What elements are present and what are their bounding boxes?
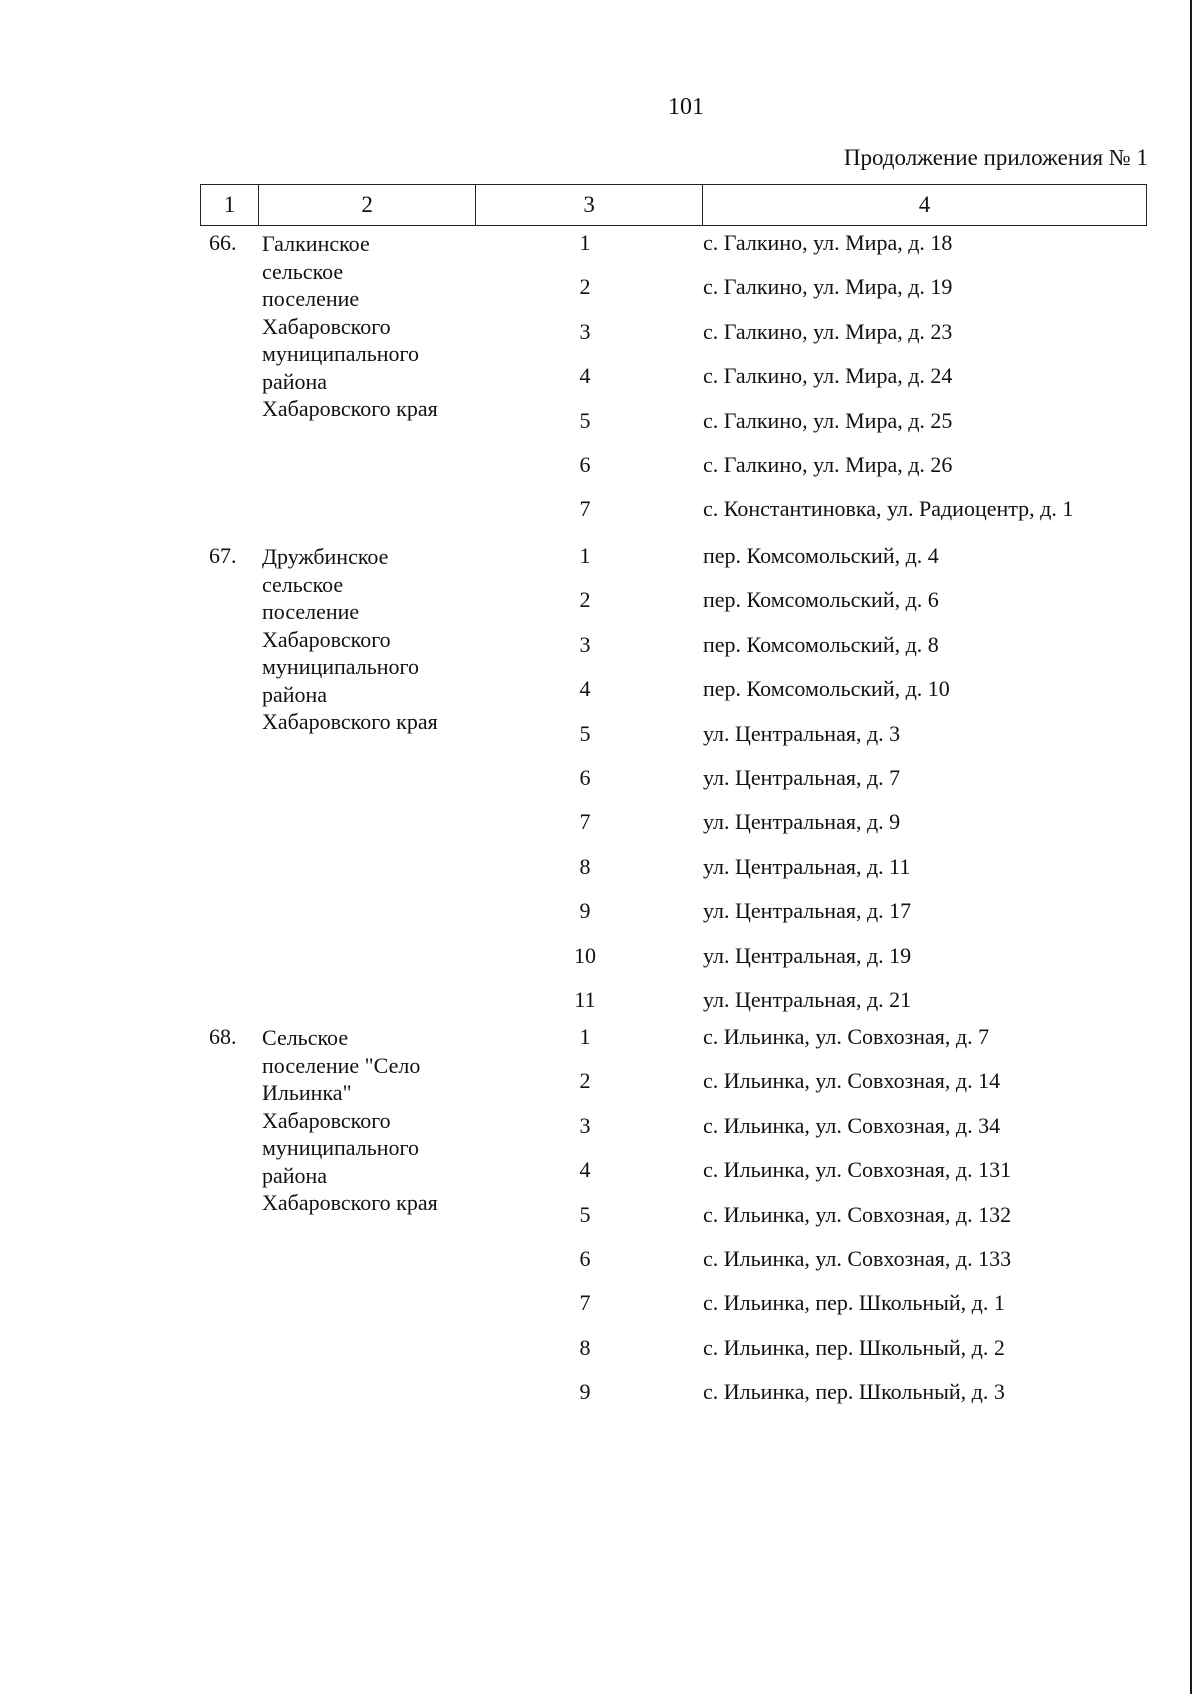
- table-row: [0, 452, 1200, 482]
- row-address: пер. Комсомольский, д. 4: [703, 543, 939, 568]
- row-number: 7: [579, 809, 591, 835]
- settlement-name-line: поселение: [262, 286, 360, 311]
- row-address: с. Ильинка, пер. Школьный, д. 1: [703, 1290, 1005, 1316]
- row-address: с. Ильинка, ул. Совхозная, д. 132: [703, 1201, 1012, 1227]
- row-address: с. Ильинка, ул. Совхозная, д. 7: [703, 1024, 990, 1049]
- row-number: 4: [579, 676, 591, 702]
- row-address: ул. Центральная, д. 11: [703, 853, 911, 879]
- group-number: 66.: [209, 230, 237, 255]
- settlement-name-line: поселение "Село: [262, 1052, 421, 1078]
- group-number: 67.: [209, 543, 237, 568]
- settlement-name-line: муниципального: [262, 654, 420, 679]
- table-row: [0, 230, 1200, 260]
- table-row: [0, 1113, 1200, 1143]
- settlement-name-line: района: [262, 681, 328, 707]
- settlement-name-line: Хабаровского края: [262, 1190, 438, 1215]
- settlement-name-line: Хабаровского края: [262, 396, 438, 421]
- row-number: 2: [579, 587, 591, 613]
- table-row: [0, 943, 1200, 973]
- row-number: 6: [579, 765, 591, 790]
- continuation-note: Продолжение приложения № 1: [843, 145, 1148, 170]
- row-number: 7: [579, 496, 591, 522]
- row-address: с. Константиновка, ул. Радиоцентр, д. 1: [703, 496, 1074, 522]
- row-address: пер. Комсомольский, д. 8: [703, 631, 939, 657]
- settlement-name-line: Галкинское: [262, 231, 370, 256]
- table-row: [0, 987, 1200, 1017]
- table-row: [0, 274, 1200, 304]
- row-number: 3: [579, 631, 591, 657]
- row-number: 10: [574, 942, 596, 968]
- row-address: с. Ильинка, ул. Совхозная, д. 34: [703, 1112, 1001, 1138]
- settlement-name-line: Хабаровского: [262, 626, 391, 652]
- row-number: 3: [579, 1112, 591, 1138]
- row-number: 8: [579, 1334, 591, 1360]
- row-number: 5: [579, 1201, 591, 1227]
- row-number: 1: [579, 543, 591, 568]
- table-row: [0, 1246, 1200, 1276]
- row-number: 6: [579, 452, 591, 477]
- table-row: [0, 1202, 1200, 1232]
- table-header: [200, 184, 1147, 226]
- settlement-name-line: поселение: [262, 599, 360, 624]
- row-number: 1: [579, 230, 591, 255]
- row-number: 6: [579, 1246, 591, 1271]
- row-number: 2: [579, 1068, 591, 1094]
- header-col-3: 3: [476, 185, 703, 225]
- settlement-name-line: района: [262, 1162, 328, 1188]
- row-address: с. Галкино, ул. Мира, д. 19: [703, 274, 953, 300]
- header-col-4: 4: [918, 192, 931, 217]
- table-row: [0, 543, 1200, 573]
- row-address: ул. Центральная, д. 7: [703, 765, 901, 790]
- settlement-name-line: Хабаровского: [262, 313, 391, 339]
- row-address: с. Ильинка, ул. Совхозная, д. 133: [703, 1246, 1012, 1271]
- row-address: с. Ильинка, ул. Совхозная, д. 131: [703, 1157, 1012, 1183]
- table-row: [0, 809, 1200, 839]
- row-address: пер. Комсомольский, д. 10: [703, 676, 950, 702]
- table-row: [0, 1379, 1200, 1409]
- row-number: 2: [579, 274, 591, 300]
- settlement-name-line: муниципального: [262, 341, 420, 366]
- table-row: [0, 319, 1200, 349]
- row-number: 1: [579, 1024, 591, 1049]
- row-address: пер. Комсомольский, д. 6: [703, 587, 939, 613]
- row-number: 3: [579, 318, 591, 344]
- page-number: 101: [668, 94, 704, 120]
- row-number: 7: [579, 1290, 591, 1316]
- row-address: с. Галкино, ул. Мира, д. 23: [703, 318, 953, 344]
- row-number: 4: [579, 1157, 591, 1183]
- table-row: [0, 363, 1200, 393]
- table-row: [0, 1335, 1200, 1365]
- settlement-name-line: сельское: [262, 571, 344, 597]
- row-address: ул. Центральная, д. 17: [703, 898, 912, 924]
- row-number: 11: [574, 987, 596, 1012]
- row-address: с. Галкино, ул. Мира, д. 18: [703, 230, 953, 255]
- table-row: [0, 1068, 1200, 1098]
- settlement-name-line: Сельское: [262, 1025, 349, 1050]
- table-row: [0, 1290, 1200, 1320]
- settlement-name-line: Хабаровского: [262, 1107, 391, 1133]
- table-row: [0, 408, 1200, 438]
- group-number: 68.: [209, 1024, 237, 1049]
- table-row: [0, 721, 1200, 751]
- row-number: 5: [579, 407, 591, 433]
- table-row: [0, 676, 1200, 706]
- table-row: [0, 496, 1200, 526]
- row-address: с. Ильинка, ул. Совхозная, д. 14: [703, 1068, 1001, 1094]
- table-row: [0, 1157, 1200, 1187]
- table-row: [0, 1024, 1200, 1054]
- row-number: 9: [579, 898, 591, 924]
- row-address: ул. Центральная, д. 19: [703, 942, 912, 968]
- table-row: [0, 632, 1200, 662]
- table-row: [0, 587, 1200, 617]
- row-address: с. Галкино, ул. Мира, д. 26: [703, 452, 953, 477]
- row-address: ул. Центральная, д. 21: [703, 987, 912, 1012]
- row-address: с. Ильинка, пер. Школьный, д. 3: [703, 1379, 1005, 1405]
- row-number: 8: [579, 853, 591, 879]
- settlement-name-line: района: [262, 368, 328, 394]
- row-address: с. Ильинка, пер. Школьный, д. 2: [703, 1334, 1005, 1360]
- table-row: [0, 854, 1200, 884]
- settlement-name-line: Хабаровского края: [262, 709, 438, 734]
- header-col-2: 2: [259, 185, 477, 225]
- row-number: 4: [579, 363, 591, 389]
- settlement-name-line: сельское: [262, 258, 344, 284]
- row-number: 5: [579, 720, 591, 746]
- table-row: [0, 765, 1200, 795]
- row-address: с. Галкино, ул. Мира, д. 25: [703, 407, 953, 433]
- row-number: 9: [579, 1379, 591, 1405]
- table-row: [0, 898, 1200, 928]
- row-address: ул. Центральная, д. 3: [703, 720, 901, 746]
- row-address: с. Галкино, ул. Мира, д. 24: [703, 363, 953, 389]
- settlement-name-line: Дружбинское: [262, 544, 389, 569]
- row-address: ул. Центральная, д. 9: [703, 809, 901, 835]
- settlement-name-line: Ильинка": [262, 1080, 352, 1105]
- header-col-1: 1: [201, 185, 259, 225]
- settlement-name-line: муниципального: [262, 1135, 420, 1160]
